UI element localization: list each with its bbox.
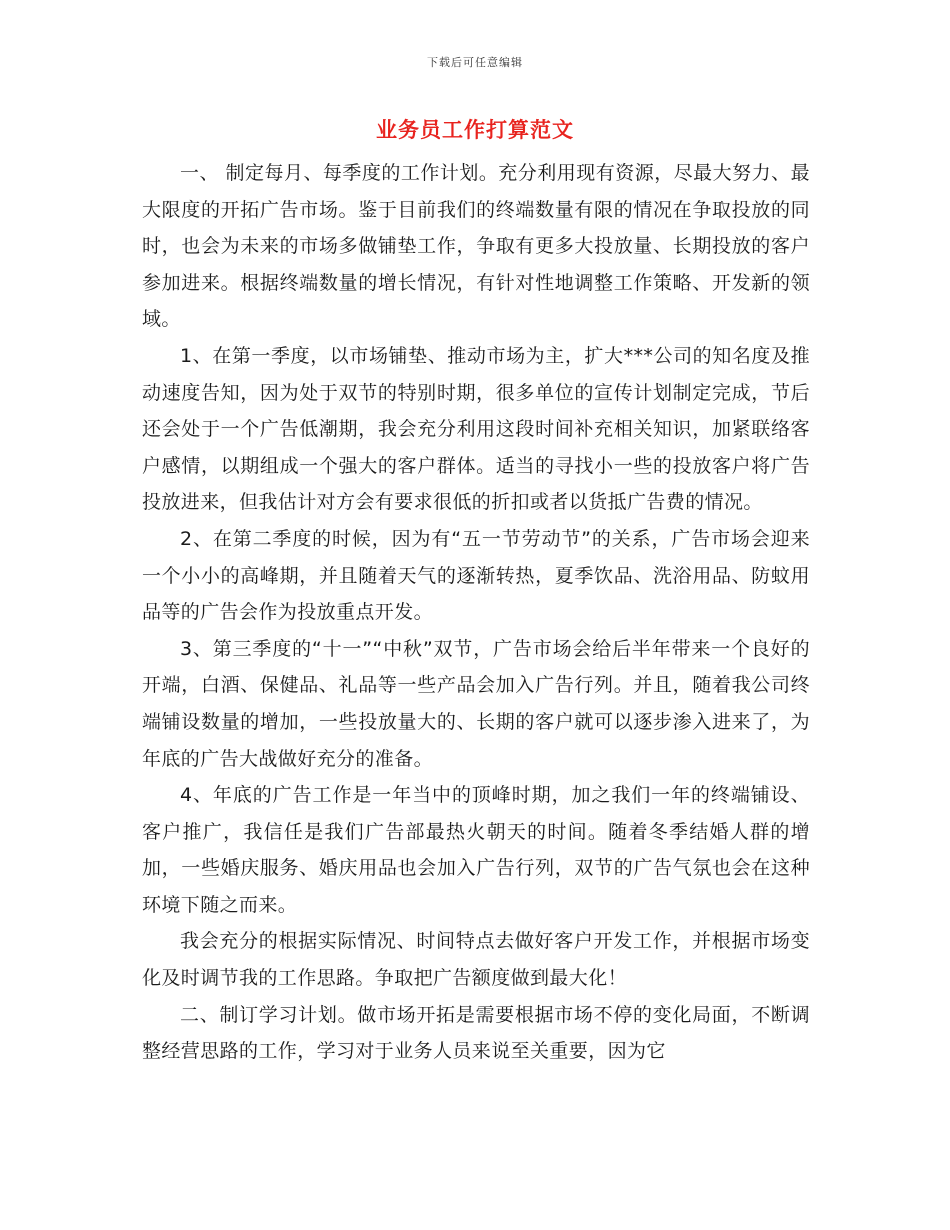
paragraph: 一、 制定每月、每季度的工作计划。充分利用现有资源，尽最大努力、最大限度的开拓广告市场。鉴于目前我们的终端数量有限的情况在争取投放的同时，也会为未来的市场多做铺垫工作，争取有更多大投放量、长期投放的客户参加进来。根据终端数量的增长情况，有针对性地调整工作策略、开发新的领域。 bbox=[142, 162, 810, 331]
paragraph: 1、在第一季度，以市场铺垫、推动市场为主，扩大***公司的知名度及推动速度告知，因为处于双节的特别时期，很多单位的宣传计划制定完成，节后还会处于一个广告低潮期，我会充分利用这段时间补充相关知识，加紧联络客户感情，以期组成一个强大的客户群体。适当的寻找小一些的投放客户将广告投放进来，但我估计对方会有要求很低的折扣或者以货抵广告费的情况。 bbox=[142, 344, 810, 514]
header-note: 下载后可任意编辑 bbox=[427, 56, 523, 69]
document-body bbox=[142, 155, 810, 1070]
document-title: 业务员工作打算范文 bbox=[376, 118, 574, 142]
paragraph: 我会充分的根据实际情况、时间特点去做好客户开发工作，并根据市场变化及时调节我的工作思路。争取把广告额度做到最大化！ bbox=[142, 930, 810, 990]
paragraph: 二、制订学习计划。做市场开拓是需要根据市场不停的变化局面，不断调整经营思路的工作，学习对于业务人员来说至关重要，因为它 bbox=[142, 1003, 810, 1063]
paragraph: 3、第三季度的“十一”“中秋”双节，广告市场会给后半年带来一个良好的开端，白酒、保健品、礼品等一些产品会加入广告行列。并且，随着我公司终端铺设数量的增加，一些投放量大的、长期的客户就可以逐步渗入进来了，为年底的广告大战做好充分的准备。 bbox=[142, 637, 810, 770]
paragraph: 2、在第二季度的时候，因为有“五一节劳动节”的关系，广告市场会迎来一个小小的高峰期，并且随着天气的逐渐转热，夏季饮品、洗浴用品、防蚊用品等的广告会作为投放重点开发。 bbox=[142, 527, 810, 624]
paragraph: 4、年底的广告工作是一年当中的顶峰时期，加之我们一年的终端铺设、客户推广，我信任是我们广告部最热火朝天的时间。随着冬季结婚人群的增加，一些婚庆服务、婚庆用品也会加入广告行列，双节的广告气氛也会在这种环境下随之而来。 bbox=[142, 784, 810, 916]
